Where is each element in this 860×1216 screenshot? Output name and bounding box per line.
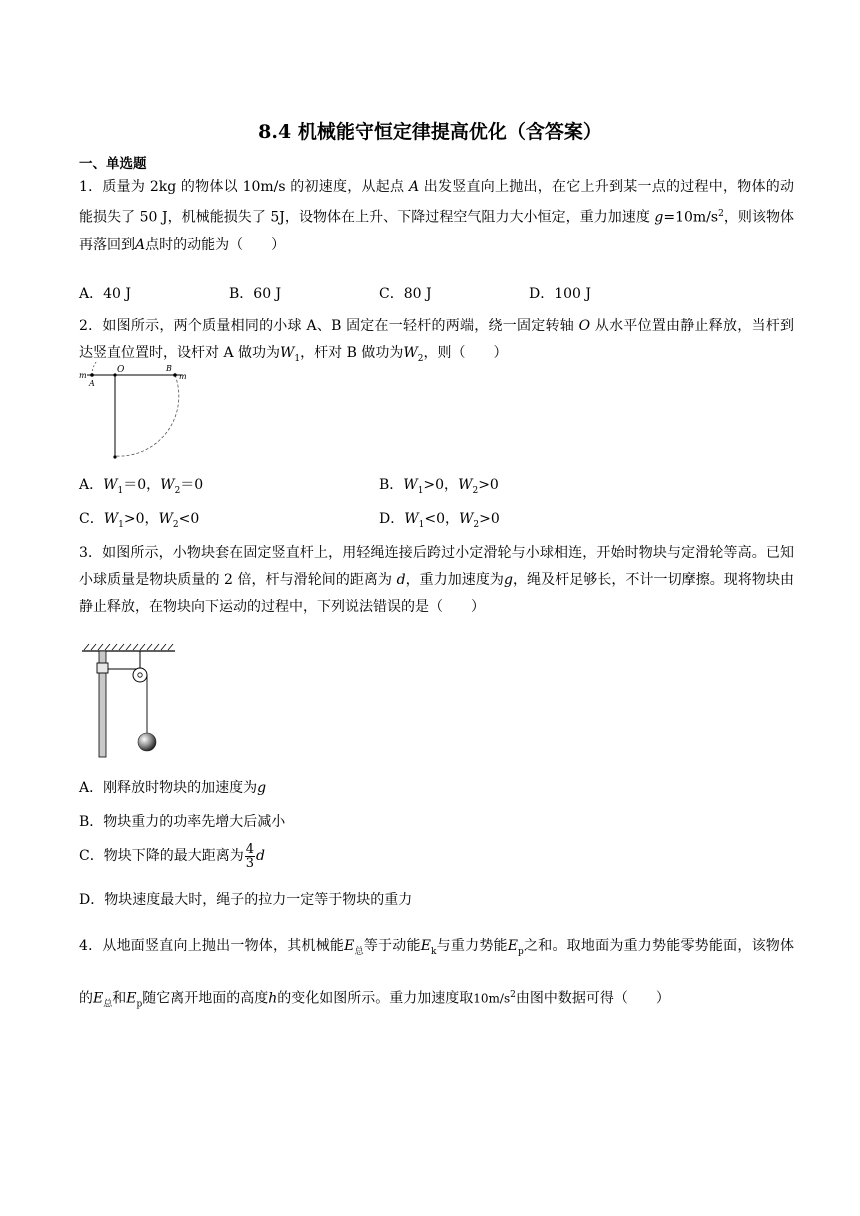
q2-opt-a-w1: W [103,477,118,493]
section-heading: 一、单选题 [79,156,147,172]
q2-opt-d-sub1: 1 [418,519,425,530]
q3-option-a [79,777,266,797]
q2-opt-c-label: C． [79,511,104,527]
q4-text-7: 的变化如图所示。重力加速度取 [277,990,474,1007]
q1-point-a-2: A [135,236,146,253]
ball-a [90,373,94,377]
q2-opt-b-part1: >0， [423,477,459,493]
q2-option-a [79,474,203,496]
q1-text-5: 点时的动能为（ ） [145,236,286,253]
q2-opt-d-w2: W [459,511,474,527]
q4-text-1: 4．从地面竖直向上抛出一物体，其机械能 [79,938,345,954]
q4-g-value: 10m/s [473,991,511,1006]
q4-h-symbol: h [268,990,278,1007]
q3-fraction [245,843,255,870]
q2-w2-sub: 2 [417,353,424,364]
q2-axis-o: O [578,318,591,334]
q1-option-d: D．100 J [529,286,592,302]
q4-sub-p-2: p [136,999,143,1010]
q2-opt-b-label: B． [379,477,404,493]
question-4-stem [79,925,794,1026]
q2-opt-d-part2: >0 [479,511,500,527]
q4-e-potential-2: E [126,990,137,1007]
q1-text-4: ，则该物体再落回到 [79,209,795,253]
q3-text-2: ，重力加速度为 [405,572,504,588]
q1-g-symbol: g [654,209,664,226]
fig-label-m-left: m [79,371,87,380]
q2-opt-a-part2: ＝0 [180,477,204,493]
q2-option-c [79,508,199,530]
pulley-block-figure [80,643,178,760]
q2-opt-d-label: D． [379,511,405,527]
question-3-stem [79,540,794,621]
q2-opt-a-label: A． [79,477,104,493]
q2-opt-b-w1: W [403,477,418,493]
ball-b [173,373,177,377]
q3-text-1: 3．如图所示，小物块套在固定竖直杆上，用轻绳连接后跨过小定滑轮与小球相连，开始时物块与定滑轮等高。已知小球质量是物块质量的 2 倍，杆与滑轮间的距离为 [79,545,794,588]
q3-opt-a-text: A．刚释放时物块的加速度为 [79,780,258,796]
q3-option-c [79,841,265,871]
q3-text-3: ，绳及杆足够长，不计一切摩擦。现将物块由静止释放，在物块向下运动的过程中，下列说法错误的是（ ） [79,572,795,615]
q4-text-5: 和 [112,990,127,1007]
q2-w2-symbol: W [403,345,418,361]
q4-text-6: 随它离开地面的高度 [142,990,269,1007]
q3-option-b: B．物块重力的功率先增大后减小 [79,814,286,830]
q2-opt-a-sub2: 2 [174,485,181,496]
q2-opt-c-part1: >0， [123,511,159,527]
fig-label-m-right: m [179,372,187,381]
q2-w1-symbol: W [280,345,295,361]
q2-text-1: 2．如图所示，两个质量相同的小球 A、B 固定在一轻杆的两端，绕一固定转轴 [79,318,574,334]
q2-opt-d-part1: <0， [424,511,459,527]
q2-opt-a-sub1: 1 [117,485,124,496]
ball-bottom [113,455,116,458]
q4-text-4: 之和。取地面为重力势能零势能面，该物体的 [79,938,795,1007]
q1-option-a: A．40 J [79,286,131,302]
q3-g-symbol: g [503,572,513,588]
q2-opt-c-w1: W [103,511,119,527]
fig-label-o: O [117,365,125,375]
q4-text-2: 等于动能 [363,938,421,954]
q4-e-total: E [344,938,355,954]
q1-option-c: C．80 J [379,286,432,302]
q4-sub-p: p [518,946,524,957]
q2-text-3: ，杆对 B 做功为 [300,345,404,361]
q3-opt-c-text: C．物块下降的最大距离为 [79,848,244,864]
rod-rotation-figure [78,362,190,462]
q4-e-kinetic: E [420,938,431,954]
q2-text-4: ，则（ ） [423,345,508,361]
q2-opt-b-w2: W [458,477,473,493]
q2-opt-c-sub1: 1 [118,519,124,530]
q1-point-a: A [408,179,420,195]
q1-text-2: 出发竖直向上抛出，在它上升到某一点的过程中，物体的动能损失了 50 J，机械能损失了 5J，设物体在上升、下降过程空气阻力大小恒定，重力加速度 [79,179,794,226]
q2-opt-b-part2: >0 [478,477,499,493]
q2-opt-b-sub1: 1 [417,485,424,496]
sliding-block [97,663,108,673]
q2-option-b [379,474,499,496]
q4-sub-total-2: 总 [103,999,113,1010]
frac-numerator: 4 [245,841,254,857]
q2-opt-c-part2: <0 [178,511,200,527]
q4-text-3: 与重力势能 [436,938,508,954]
fig-label-b: B [166,364,172,373]
q3-opt-c-d: d [256,848,265,864]
fig-label-a: A [89,379,95,388]
frac-denominator: 3 [245,855,254,871]
page-title: 8.4 机械能守恒定律提高优化（含答案） [258,121,602,143]
q1-g-value: =10m/s [663,209,719,226]
q4-sub-k: k [430,946,437,957]
hanging-ball [138,733,156,751]
q4-sub-total: 总 [354,946,364,957]
q2-opt-d-w1: W [404,511,419,527]
q4-e-potential: E [507,938,519,954]
q2-opt-d-sub2: 2 [473,519,480,530]
q2-option-d [379,508,500,530]
q1-text-1: 1．质量为 2kg 的物体以 10m/s 的初速度，从起点 [79,179,405,195]
q1-option-b: B．60 J [229,286,282,302]
question-1-stem [79,174,794,259]
q1-exponent: 2 [718,209,724,219]
q4-text-8: 由图中数据可得（ ） [515,990,670,1007]
q2-text-2: 从水平位置由静止释放，当杆到达竖直位置时，设杆对 A 做功为 [79,318,795,361]
q2-w1-sub: 1 [294,353,301,364]
q2-opt-b-sub2: 2 [472,485,479,496]
q4-e-total-2: E [93,990,104,1007]
q3-d-symbol: d [396,572,406,588]
q2-opt-c-w2: W [158,511,173,527]
q2-opt-a-w2: W [160,477,175,493]
q4-exponent: 2 [510,989,516,1000]
q2-opt-a-part1: ＝0， [123,477,161,493]
q2-opt-c-sub2: 2 [172,519,179,530]
q3-option-d: D．物块速度最大时，绳子的拉力一定等于物块的重力 [79,892,413,908]
q3-opt-a-g: g [257,780,267,796]
